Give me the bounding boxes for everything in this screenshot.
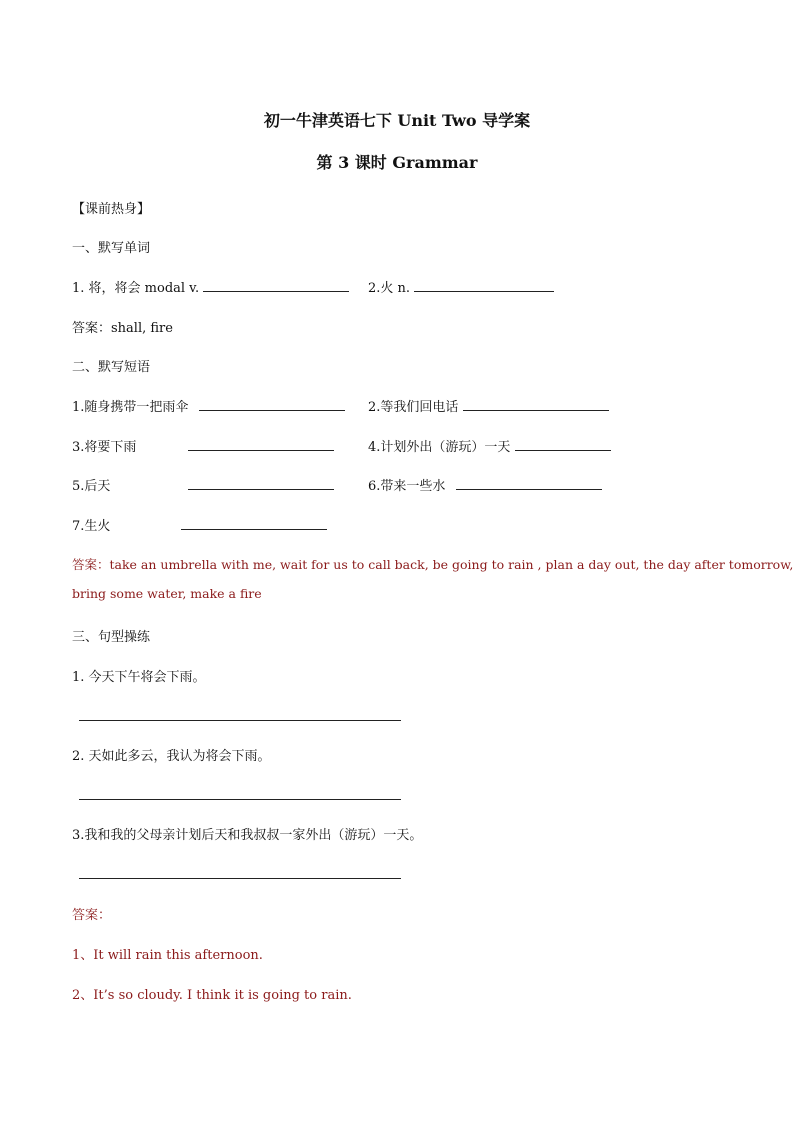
word-question-1-label: 1. 将，将会 modal v. xyxy=(72,281,200,296)
sentence-item-3: 3.我和我的父母亲计划后天和我叔叔一家外出（游玩）一天。 xyxy=(72,828,423,843)
phrase-label: 6.带来一些水 xyxy=(368,479,446,494)
section2-answer-line1: 答案：take an umbrella with me, wait for us to call back, be going to rain , plan a day out, the day after tomorrow, xyxy=(72,557,794,572)
answer-blank[interactable] xyxy=(515,436,611,451)
phrase-item-4 xyxy=(368,436,611,455)
page-title: 初一牛津英语七下 Unit Two 导学案 xyxy=(263,111,531,130)
section3-answer-label: 答案： xyxy=(72,908,112,923)
warmup-heading: 【课前热身】 xyxy=(72,202,151,217)
sentence-item-1: 1. 今天下午将会下雨。 xyxy=(72,670,206,685)
answer-blank[interactable] xyxy=(199,396,345,411)
answer-blank[interactable] xyxy=(203,277,349,292)
section3-heading: 三、句型操练 xyxy=(72,630,151,645)
sentence-answer-line[interactable] xyxy=(79,878,401,879)
word-question-2-label: 2.火 n. xyxy=(368,281,411,296)
sentence-item-2: 2. 天如此多云，我认为将会下雨。 xyxy=(72,749,271,764)
phrase-item-7: 7.生火 xyxy=(72,519,111,534)
word-question-1 xyxy=(72,277,349,296)
section3-answer-1: 1、It will rain this afternoon. xyxy=(72,948,263,963)
phrase-label: 4.计划外出（游玩）一天 xyxy=(368,440,511,455)
phrase-label: 1.随身携带一把雨伞 xyxy=(72,400,189,415)
section2-heading: 二、默写短语 xyxy=(72,360,151,375)
phrase-item-3: 3.将要下雨 xyxy=(72,440,137,455)
answer-blank[interactable] xyxy=(414,277,554,292)
answer-blank[interactable] xyxy=(456,475,602,490)
answer-blank[interactable] xyxy=(463,396,609,411)
section1-answer: 答案：shall, fire xyxy=(72,321,173,336)
phrase-label: 2.等我们回电话 xyxy=(368,400,459,415)
section1-heading: 一、默写单词 xyxy=(72,241,151,256)
page-subtitle: 第 3 课时 Grammar xyxy=(316,153,478,172)
section2-answer-line2: bring some water, make a fire xyxy=(72,586,262,601)
answer-blank[interactable] xyxy=(181,515,327,530)
phrase-item-1 xyxy=(72,396,345,415)
phrase-item-6 xyxy=(368,475,602,494)
answer-blank[interactable] xyxy=(188,436,334,451)
phrase-item-2 xyxy=(368,396,609,415)
section3-answer-2: 2、It’s so cloudy. I think it is going to rain. xyxy=(72,988,352,1003)
answer-blank[interactable] xyxy=(188,475,334,490)
phrase-item-5: 5.后天 xyxy=(72,479,111,494)
word-question-2 xyxy=(368,277,554,296)
sentence-answer-line[interactable] xyxy=(79,720,401,721)
sentence-answer-line[interactable] xyxy=(79,799,401,800)
